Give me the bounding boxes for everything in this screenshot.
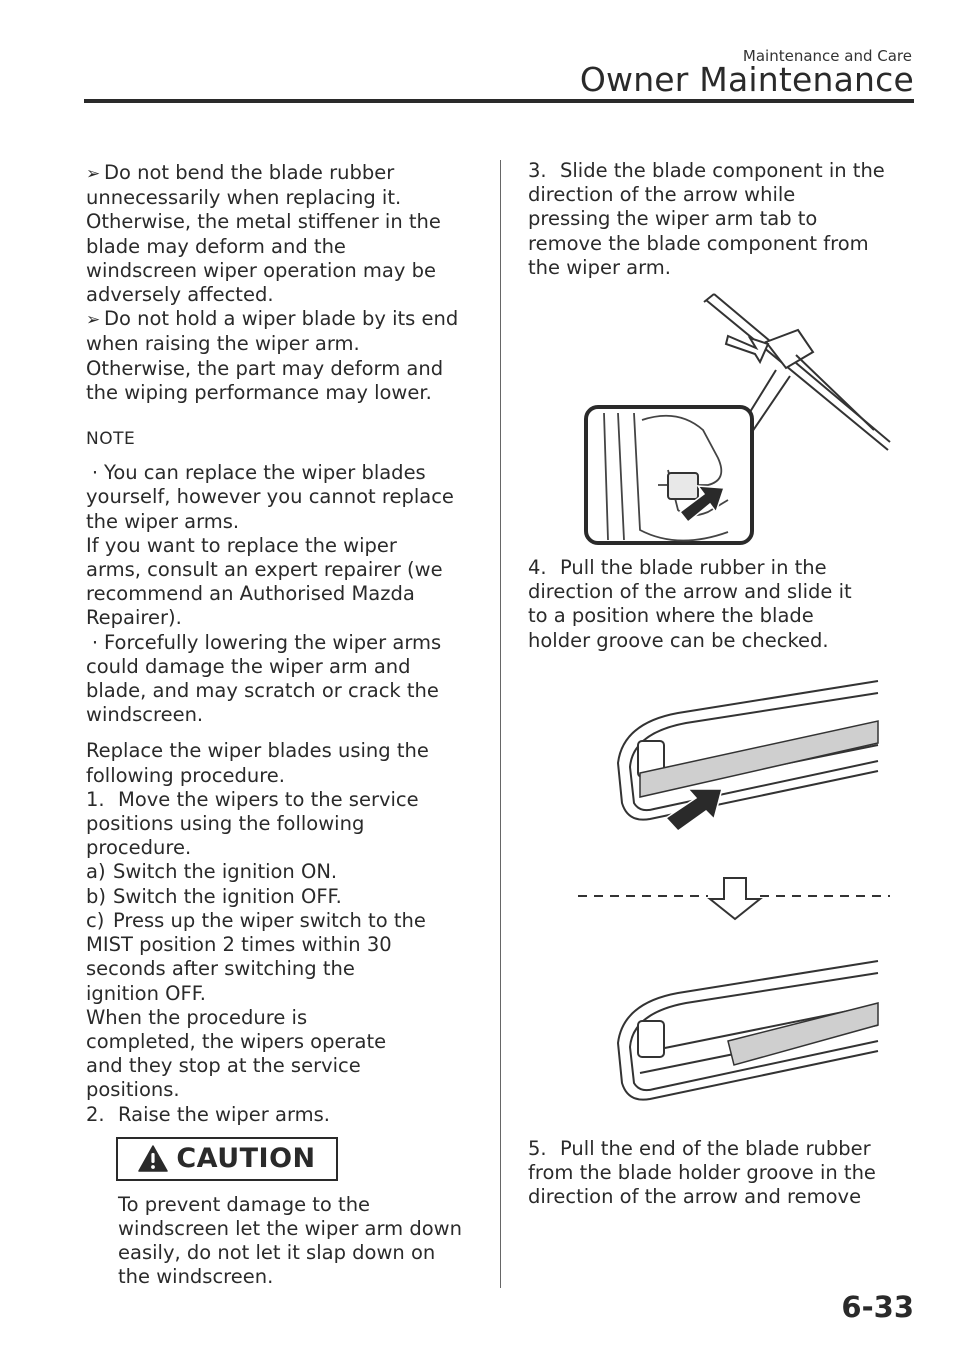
page-title: Owner Maintenance xyxy=(579,60,914,99)
note-line: If you want to replace the wiper xyxy=(86,533,397,557)
blade-rubber-slide-illustration xyxy=(528,653,918,1137)
step-line: Pull the end of the blade rubber xyxy=(560,1136,871,1160)
substep-c xyxy=(86,909,482,1103)
note-line: could damage the wiper arm and xyxy=(86,654,411,678)
substep-mark: a) xyxy=(86,860,106,884)
warning-triangle-icon xyxy=(138,1145,168,1172)
step-4 xyxy=(528,556,918,653)
step-number: 4. xyxy=(528,556,547,580)
note-line: arms, consult an expert repairer (we xyxy=(86,558,443,582)
wiper-arm-release-illustration xyxy=(528,280,918,556)
note-line: blade, and may scratch or crack the xyxy=(86,679,439,703)
step-number: 2. xyxy=(86,1102,105,1126)
intro-line: Replace the wiper blades using the xyxy=(86,739,429,763)
bullet-arrow-icon: ➢ xyxy=(86,310,101,331)
bullet-line: windscreen wiper operation may be xyxy=(86,258,436,282)
note-line: Forcefully lowering the wiper arms xyxy=(104,630,442,654)
note-line: yourself, however you cannot replace xyxy=(86,485,454,509)
step-line: from the blade holder groove in the xyxy=(528,1161,876,1185)
step-line: pressing the wiper arm tab to xyxy=(528,207,818,231)
substep-b xyxy=(86,885,482,909)
header-rule xyxy=(84,99,914,103)
step-line: holder groove can be checked. xyxy=(528,628,829,652)
bullet-line: Otherwise, the part may deform and xyxy=(86,356,444,380)
step-line: Slide the blade component in the xyxy=(560,159,885,182)
step-number: 3. xyxy=(528,159,547,182)
note-item xyxy=(86,461,482,630)
step-line: remove the blade component from xyxy=(528,231,869,255)
bullet-item xyxy=(86,307,482,405)
section-label: Maintenance and Care xyxy=(742,47,912,65)
caution-label: CAUTION xyxy=(176,1142,316,1174)
note-line: Repairer). xyxy=(86,606,182,630)
slide-arrow-icon xyxy=(726,336,768,362)
note-item xyxy=(86,631,482,728)
substep-line: Switch the ignition OFF. xyxy=(113,884,342,908)
substep-line: positions. xyxy=(86,1078,180,1102)
substep-mark: b) xyxy=(86,884,106,908)
step-line: Raise the wiper arms. xyxy=(118,1102,330,1126)
note-heading: NOTE xyxy=(86,429,136,450)
step-line: procedure. xyxy=(86,836,192,860)
bullet-line: Do not hold a wiper blade by its end xyxy=(104,307,459,331)
step-line: to a position where the blade xyxy=(528,604,814,628)
substep-line: seconds after switching the xyxy=(86,957,355,981)
step-line: direction of the arrow and remove xyxy=(528,1185,862,1209)
bullet-line: the wiping performance may lower. xyxy=(86,380,432,404)
substep-line: Switch the ignition ON. xyxy=(113,860,338,884)
caution-text xyxy=(118,1193,482,1290)
substep-line: MIST position 2 times within 30 xyxy=(86,933,392,957)
caution-line: easily, do not let it slap down on xyxy=(118,1241,436,1265)
intro-line: following procedure. xyxy=(86,763,285,787)
bullet-item xyxy=(86,161,482,307)
caution-line: the windscreen. xyxy=(118,1265,274,1289)
bullet-arrow-icon: ➢ xyxy=(86,164,101,184)
caution-line: To prevent damage to the xyxy=(118,1192,371,1216)
down-arrow-icon xyxy=(710,878,760,919)
bullet-line: Do not bend the blade rubber xyxy=(104,161,395,184)
step-line: Pull the blade rubber in the xyxy=(560,556,827,580)
pull-rubber-arrow-icon xyxy=(666,789,722,831)
substep-a xyxy=(86,860,482,884)
substep-line: When the procedure is xyxy=(86,1005,308,1029)
substep-line: completed, the wipers operate xyxy=(86,1029,387,1053)
caution-line: windscreen let the wiper arm down xyxy=(118,1216,462,1240)
note-line: recommend an Authorised Mazda xyxy=(86,582,415,606)
caution-box xyxy=(116,1137,338,1181)
note-dot-icon: · xyxy=(91,630,99,654)
step-5 xyxy=(528,1137,918,1210)
step-3 xyxy=(528,159,918,280)
column-divider xyxy=(500,160,501,1288)
substep-line: Press up the wiper switch to the xyxy=(113,908,426,932)
step-number: 1. xyxy=(86,787,105,811)
intro-paragraph xyxy=(86,739,482,787)
note-line: windscreen. xyxy=(86,703,204,727)
note-dot-icon: · xyxy=(91,461,99,485)
note-line: You can replace the wiper blades xyxy=(104,461,426,485)
step-line: Move the wipers to the service xyxy=(118,787,419,811)
step-2 xyxy=(86,1103,482,1127)
note-line: the wiper arms. xyxy=(86,509,240,533)
bullet-line: blade may deform and the xyxy=(86,234,346,258)
substep-mark: c) xyxy=(86,908,105,932)
step-line: direction of the arrow and slide it xyxy=(528,580,852,604)
substep-line: ignition OFF. xyxy=(86,981,206,1005)
bullet-line: when raising the wiper arm. xyxy=(86,332,360,356)
step-number: 5. xyxy=(528,1136,547,1160)
bullet-line: Otherwise, the metal stiffener in the xyxy=(86,210,441,234)
step-1 xyxy=(86,788,482,861)
right-column xyxy=(528,159,918,1209)
substep-line: and they stop at the service xyxy=(86,1054,361,1078)
bullet-line: unnecessarily when replacing it. xyxy=(86,186,402,210)
step-line: the wiper arm. xyxy=(528,255,671,279)
left-column xyxy=(86,161,482,1290)
step-line: direction of the arrow while xyxy=(528,183,796,207)
page-number: 6-33 xyxy=(841,1290,914,1324)
bullet-line: adversely affected. xyxy=(86,283,274,307)
step-line: positions using the following xyxy=(86,812,365,836)
